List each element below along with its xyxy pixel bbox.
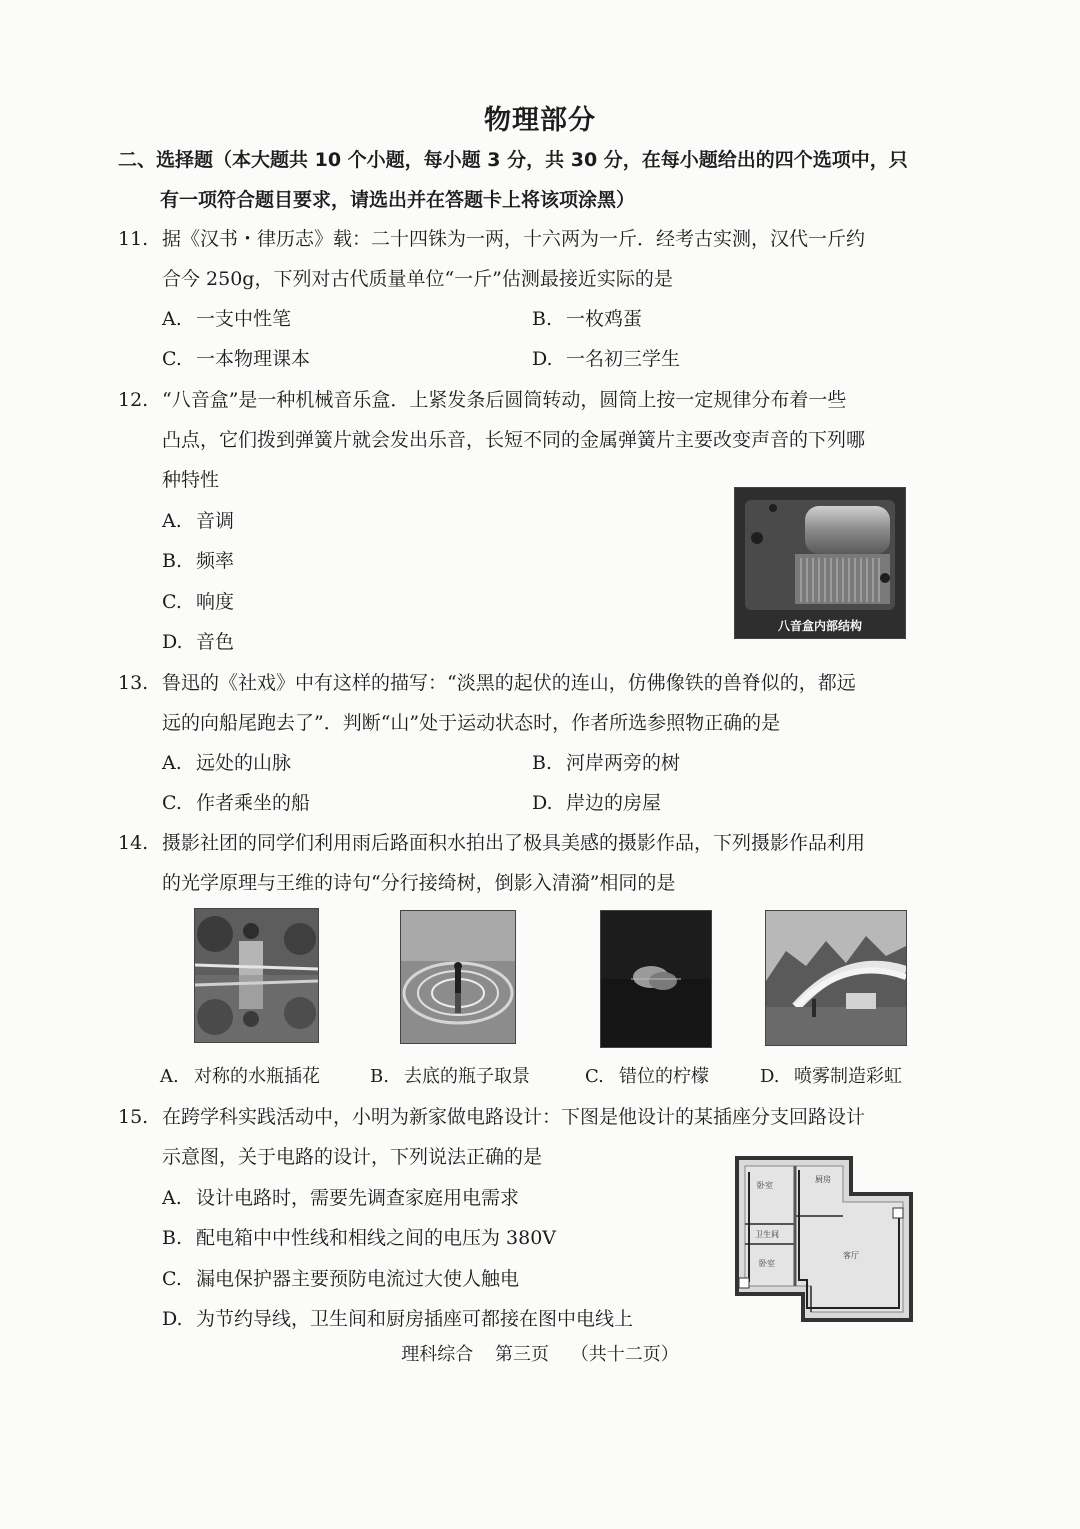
q13-line2: 远的向船尾跑去了”．判断“山”处于运动状态时，作者所选参照物正确的是 (162, 712, 781, 734)
q13-line1: 鲁迅的《社戏》中有这样的描写：“淡黑的起伏的连山，仿佛像铁的兽脊似的，都远 (162, 672, 856, 694)
q11-number: 11. (118, 228, 149, 250)
photo-a-mirrored-vase[interactable] (194, 908, 319, 1043)
option-key: B. (370, 1066, 389, 1087)
option-key: B. (532, 308, 553, 330)
q12-option-d[interactable] (162, 622, 234, 662)
option-key: A. (162, 308, 182, 330)
q14-number: 14. (118, 832, 149, 854)
option-key: D. (162, 631, 183, 653)
option-key: C. (162, 591, 182, 613)
section-header-line2: 有一项符合题目要求，请选出并在答题卡上将该项涂黑） (160, 189, 636, 211)
option-text: 响度 (196, 591, 235, 613)
option-key: A. (162, 752, 182, 774)
option-text: 漏电保护器主要预防电流过大使人触电 (196, 1268, 520, 1290)
photo-d-drawing (766, 911, 906, 1045)
q11-option-c[interactable] (162, 339, 310, 379)
q12-option-c[interactable] (162, 582, 234, 622)
option-key: B. (532, 752, 553, 774)
q15-option-d[interactable] (162, 1299, 633, 1339)
option-text: 去底的瓶子取景 (404, 1066, 530, 1087)
option-text: 作者乘坐的船 (196, 792, 311, 814)
q13-number: 13. (118, 672, 149, 694)
page-footer (0, 1340, 1080, 1370)
q12-number: 12. (118, 389, 149, 411)
section-header-line1: 二、选择题（本大题共 10 个小题，每小题 3 分，共 30 分，在每小题给出的四个选项中，只 (118, 149, 908, 171)
music-box-drawing (735, 488, 905, 638)
room-kitchen: 厨房 (815, 1175, 831, 1184)
q12-line3: 种特性 (162, 469, 220, 491)
q11-option-d[interactable] (532, 339, 680, 379)
footer-total: （共十二页） (570, 1344, 679, 1365)
floor-plan-drawing (733, 1154, 917, 1324)
q15-line2: 示意图，关于电路的设计，下列说法正确的是 (162, 1146, 543, 1168)
option-text: 设计电路时，需要先调查家庭用电需求 (196, 1187, 520, 1209)
q15-line1: 在跨学科实践活动中，小明为新家做电路设计：下图是他设计的某插座分支回路设计 (162, 1106, 866, 1128)
q15-option-b[interactable] (162, 1218, 556, 1258)
q15-option-a[interactable] (162, 1178, 519, 1218)
room-bathroom: 卫生间 (755, 1230, 779, 1239)
option-text: 对称的水瓶插花 (194, 1066, 320, 1087)
option-key: C. (585, 1066, 604, 1087)
music-box-caption: 八音盒内部结构 (777, 619, 862, 633)
option-key: C. (162, 1268, 182, 1290)
q13-option-c[interactable] (162, 783, 310, 823)
q12-line2: 凸点，它们拨到弹簧片就会发出乐音，长短不同的金属弹簧片主要改变声音的下列哪 (162, 429, 866, 451)
option-text: 喷雾制造彩虹 (794, 1066, 902, 1087)
option-text: 一枚鸡蛋 (566, 308, 643, 330)
q11-option-b[interactable] (532, 299, 642, 339)
option-key: A. (162, 510, 182, 532)
q12-option-b[interactable] (162, 541, 234, 581)
q13-option-a[interactable] (162, 743, 291, 783)
option-key: B. (162, 550, 183, 572)
photo-b-drawing (401, 911, 515, 1043)
option-key: A. (160, 1066, 179, 1087)
option-key: D. (760, 1066, 780, 1087)
option-text: 音调 (196, 510, 235, 532)
option-text: 一支中性笔 (196, 308, 292, 330)
q12-line1: “八音盒”是一种机械音乐盒．上紧发条后圆筒转动，圆筒上按一定规律分布着一些 (162, 389, 847, 411)
option-key: C. (162, 792, 182, 814)
q14-option-c[interactable] (585, 1062, 709, 1092)
footer-subject: 理科综合 (401, 1344, 474, 1365)
q14-line1: 摄影社团的同学们利用雨后路面积水拍出了极具美感的摄影作品，下列摄影作品利用 (162, 832, 866, 854)
footer-page: 第三页 (495, 1344, 549, 1365)
room-bedroom-1: 卧室 (757, 1181, 773, 1190)
option-text: 一本物理课本 (196, 348, 311, 370)
q11-line2: 合今 250g，下列对古代质量单位“一斤”估测最接近实际的是 (162, 268, 673, 290)
option-text: 一名初三学生 (566, 348, 681, 370)
option-text: 为节约导线，卫生间和厨房插座可都接在图中电线上 (196, 1308, 634, 1330)
q11-line1: 据《汉书・律历志》载：二十四铢为一两，十六两为一斤．经考古实测，汉代一斤约 (162, 228, 866, 250)
q13-option-d[interactable] (532, 783, 661, 823)
floor-plan-diagram (733, 1154, 917, 1324)
option-key: D. (532, 348, 553, 370)
option-text: 河岸两旁的树 (566, 752, 681, 774)
room-bedroom-2: 卧室 (759, 1259, 775, 1268)
music-box-image (734, 487, 906, 639)
q13-option-b[interactable] (532, 743, 680, 783)
option-text: 错位的柠檬 (619, 1066, 709, 1087)
q14-option-a[interactable] (160, 1062, 320, 1092)
photo-d-spray-rainbow[interactable] (765, 910, 907, 1046)
q14-option-b[interactable] (370, 1062, 530, 1092)
q11-option-a[interactable] (162, 299, 291, 339)
option-text: 远处的山脉 (196, 752, 292, 774)
option-key: C. (162, 348, 182, 370)
room-living-room: 客厅 (843, 1251, 859, 1260)
photo-a-drawing (195, 909, 318, 1042)
photo-c-offset-lemon[interactable] (600, 910, 712, 1048)
option-key: A. (162, 1187, 182, 1209)
q15-number: 15. (118, 1106, 149, 1128)
q14-line2: 的光学原理与王维的诗句“分行接绮树，倒影入清漪”相同的是 (162, 872, 676, 894)
option-text: 配电箱中中性线和相线之间的电压为 380V (196, 1227, 557, 1249)
option-text: 频率 (196, 550, 235, 572)
photo-c-drawing (601, 911, 711, 1047)
page-title: 物理部分 (484, 105, 596, 136)
q14-option-d[interactable] (760, 1062, 902, 1092)
option-key: D. (162, 1308, 183, 1330)
photo-b-bottomless-bottle[interactable] (400, 910, 516, 1044)
q12-option-a[interactable] (162, 501, 234, 541)
option-key: B. (162, 1227, 183, 1249)
q15-option-c[interactable] (162, 1259, 519, 1299)
option-text: 音色 (196, 631, 235, 653)
option-text: 岸边的房屋 (566, 792, 662, 814)
option-key: D. (532, 792, 553, 814)
